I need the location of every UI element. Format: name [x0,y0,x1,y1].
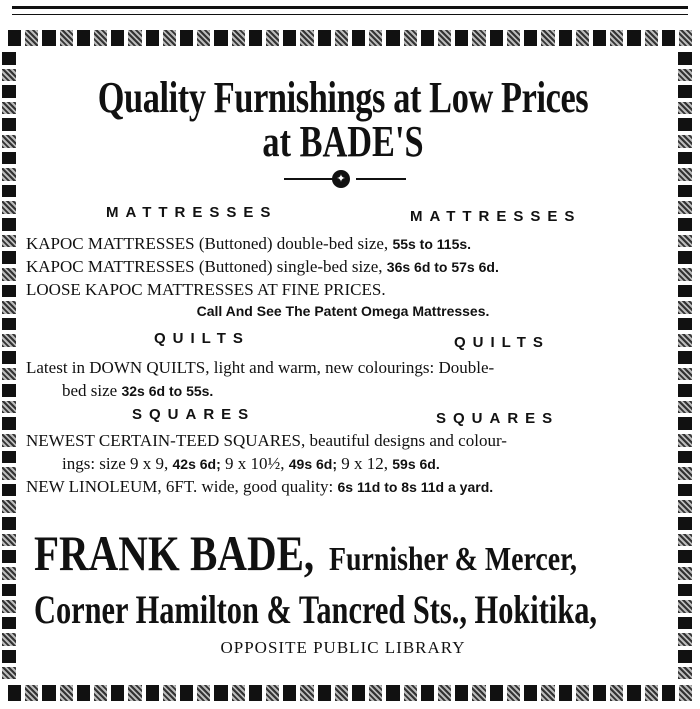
border-block [472,30,485,46]
border-block [214,685,227,701]
border-block [77,685,90,701]
quilts-line-1: Latest in DOWN QUILTS, light and warm, new colourings: Double- [26,358,495,377]
border-block [678,334,692,347]
top-rule-thin [12,14,688,15]
border-block [369,30,382,46]
border-block [2,102,16,115]
border-block [2,251,16,264]
border-block [678,534,692,547]
border-block [8,30,21,46]
border-block [2,69,16,82]
border-block [507,685,520,701]
omega-callout: Call And See The Patent Omega Mattresses. [196,303,490,319]
border-block [507,30,520,46]
border-block [678,650,692,663]
border-block [678,633,692,646]
border-block [678,118,692,131]
border-block [2,517,16,530]
border-block [2,600,16,613]
border-block [2,235,16,248]
border-block [386,685,399,701]
border-block [2,85,16,98]
border-block [678,617,692,630]
border-block [524,685,537,701]
border-block [2,451,16,464]
border-block [111,685,124,701]
border-block [593,685,606,701]
squares-heading-left: SQUARES [132,406,256,423]
border-block [490,30,503,46]
border-block [386,30,399,46]
border-block [2,550,16,563]
border-block [335,30,348,46]
border-block [232,685,245,701]
border-block [266,685,279,701]
border-block [490,685,503,701]
quilts-heading-right: QUILTS [454,334,550,351]
border-block [678,368,692,381]
border-block [678,467,692,480]
border-block [232,30,245,46]
border-block [163,30,176,46]
squares-line-2-text: ings: size 9 x 9, [62,454,169,473]
border-block [8,685,21,701]
border-block [678,517,692,530]
mattress-line-2 [26,257,499,277]
shop-address: Corner Hamilton & Tancred Sts., Hokitika, [34,587,598,632]
border-block [163,685,176,701]
border-block [678,451,692,464]
border-block [318,685,331,701]
border-block [2,500,16,513]
divider-line-left [284,178,334,180]
border-block [2,201,16,214]
border-block [678,52,692,65]
ornament-divider [26,168,660,190]
border-band-left [0,50,18,681]
border-block [541,685,554,701]
border-block [2,633,16,646]
border-block [678,285,692,298]
border-block [2,384,16,397]
border-block [678,434,692,447]
border-block [2,301,16,314]
border-block [404,30,417,46]
border-block [524,30,537,46]
mattress-line-1-text: KAPOC MATTRESSES (Buttoned) double-bed size, [26,234,389,253]
border-block [2,52,16,65]
border-block [627,30,640,46]
border-block [300,30,313,46]
border-block [111,30,124,46]
border-block [2,268,16,281]
border-block [678,384,692,397]
border-block [679,30,692,46]
border-block [662,30,675,46]
border-block [283,30,296,46]
border-block [678,351,692,364]
border-block [2,368,16,381]
border-block [576,685,589,701]
border-block [679,685,692,701]
border-block [300,685,313,701]
border-block [645,685,658,701]
border-block [645,30,658,46]
border-block [2,667,16,680]
border-block [2,534,16,547]
border-block [472,685,485,701]
border-block [678,201,692,214]
border-block [421,30,434,46]
border-block [678,417,692,430]
border-block [214,30,227,46]
proprietor-trade: Furnisher & Mercer, [328,541,577,578]
border-block [2,318,16,331]
border-block [421,685,434,701]
border-block [369,685,382,701]
squares-line-2 [62,454,440,474]
border-block [2,285,16,298]
border-block [197,685,210,701]
headline: Quality Furnishings at Low Prices [97,73,589,122]
squares-price-9x9: 42s 6d; [172,456,221,472]
mattress-line-1-price: 55s to 115s. [392,236,472,252]
border-block [678,401,692,414]
border-block [283,685,296,701]
border-block [2,218,16,231]
border-block [60,30,73,46]
border-block [352,685,365,701]
border-block [678,168,692,181]
border-block [335,685,348,701]
quilts-line-2-text: bed size [62,381,118,400]
squares-line-1: NEWEST CERTAIN-TEED SQUARES, beautiful designs and colour- [26,431,507,450]
border-block [197,30,210,46]
border-block [610,30,623,46]
border-block [25,685,38,701]
border-block [2,650,16,663]
border-block [678,301,692,314]
border-block [678,567,692,580]
border-block [678,235,692,248]
quilts-line-2-price: 32s 6d to 55s. [121,383,214,399]
border-block [2,467,16,480]
border-block [94,30,107,46]
border-block [678,550,692,563]
border-block [678,667,692,680]
quilts-line-2 [62,381,213,401]
squares-size-9x10: 9 x 10½, [225,454,285,473]
border-block [2,617,16,630]
border-block [678,102,692,115]
proprietor-line [34,524,577,582]
border-block [25,30,38,46]
border-block [678,135,692,148]
divider-line-right [356,178,406,180]
proprietor-name: FRANK BADE, [34,525,315,581]
squares-heading-right: SQUARES [436,410,560,427]
border-block [180,30,193,46]
advert-body [26,56,660,677]
border-block [678,85,692,98]
border-block [541,30,554,46]
border-block [60,685,73,701]
border-block [678,600,692,613]
border-block [678,268,692,281]
border-block [2,401,16,414]
border-block [559,30,572,46]
border-block [2,118,16,131]
mattress-line-3: LOOSE KAPOC MATTRESSES AT FINE PRICES. [26,280,386,299]
border-block [146,30,159,46]
border-block [678,69,692,82]
border-block [2,417,16,430]
top-rule-thick [12,6,688,9]
mattress-line-2-price: 36s 6d to 57s 6d. [386,259,499,275]
linoleum-text: NEW LINOLEUM, 6FT. wide, good quality: [26,477,334,496]
border-block [627,685,640,701]
border-block [180,685,193,701]
border-block [128,30,141,46]
border-block [662,685,675,701]
border-block [438,30,451,46]
border-block [2,168,16,181]
border-block [593,30,606,46]
border-block [678,185,692,198]
border-block [2,567,16,580]
squares-price-9x10: 49s 6d; [288,456,337,472]
border-block [610,685,623,701]
border-block [318,30,331,46]
border-block [455,685,468,701]
border-block [2,584,16,597]
border-block [94,685,107,701]
border-block [352,30,365,46]
border-block [2,152,16,165]
border-block [42,685,55,701]
border-block [438,685,451,701]
quilts-heading-left: QUILTS [154,330,250,347]
border-block [42,30,55,46]
border-block [2,434,16,447]
location-note: OPPOSITE PUBLIC LIBRARY [220,638,466,657]
border-block [266,30,279,46]
border-block [678,584,692,597]
border-block [559,685,572,701]
border-block [678,500,692,513]
border-block [128,685,141,701]
border-block [146,685,159,701]
linoleum-price: 6s 11d to 8s 11d a yard. [337,479,494,495]
border-block [678,152,692,165]
border-block [2,351,16,364]
border-block [576,30,589,46]
border-block [2,135,16,148]
border-block [678,484,692,497]
squares-size-9x12: 9 x 12, [341,454,388,473]
border-block [2,334,16,347]
border-block [77,30,90,46]
border-block [249,685,262,701]
border-block [678,251,692,264]
border-band-top [6,28,694,48]
border-block [678,318,692,331]
mattresses-heading-left: MATTRESSES [106,204,278,221]
mattress-line-2-text: KAPOC MATTRESSES (Buttoned) single-bed size, [26,257,383,276]
border-block [249,30,262,46]
mattress-line-1 [26,234,471,254]
border-block [455,30,468,46]
border-block [2,484,16,497]
subheadline: at BADE'S [262,117,424,166]
border-block [404,685,417,701]
squares-price-9x12: 59s 6d. [392,456,440,472]
star-ornament-icon: ✦ [332,170,350,188]
border-band-bottom [6,683,694,703]
border-band-right [676,50,694,681]
border-block [2,185,16,198]
border-block [678,218,692,231]
mattresses-heading-right: MATTRESSES [410,208,582,225]
linoleum-line [26,477,493,497]
